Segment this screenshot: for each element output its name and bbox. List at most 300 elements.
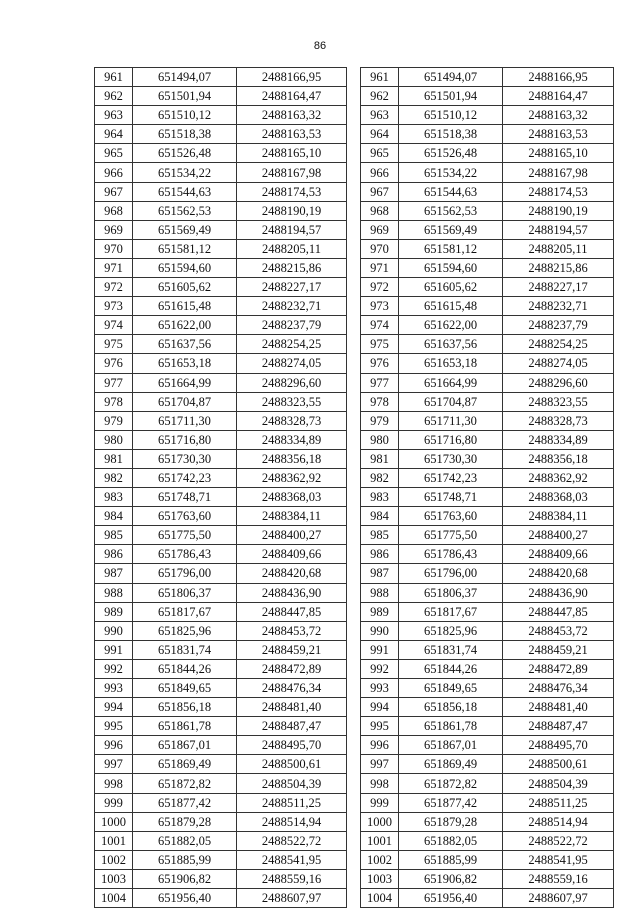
y-coordinate-cell: 2488163,53 [503, 125, 614, 144]
x-coordinate-cell: 651748,71 [133, 488, 237, 507]
table-body-right [361, 68, 614, 908]
point-number-cell: 971 [361, 258, 399, 277]
x-coordinate-cell: 651562,53 [399, 201, 503, 220]
table-row [361, 201, 614, 220]
y-coordinate-cell: 2488504,39 [237, 774, 347, 793]
table-row [95, 87, 347, 106]
point-number-cell: 985 [95, 526, 133, 545]
table-row [95, 449, 347, 468]
y-coordinate-cell: 2488447,85 [503, 602, 614, 621]
point-number-cell: 990 [95, 621, 133, 640]
y-coordinate-cell: 2488384,11 [237, 507, 347, 526]
point-number-cell: 967 [361, 182, 399, 201]
point-number-cell: 993 [95, 679, 133, 698]
point-number-cell: 979 [95, 411, 133, 430]
y-coordinate-cell: 2488274,05 [237, 354, 347, 373]
x-coordinate-cell: 651501,94 [399, 87, 503, 106]
point-number-cell: 975 [95, 335, 133, 354]
x-coordinate-cell: 651844,26 [133, 659, 237, 678]
table-row [361, 335, 614, 354]
y-coordinate-cell: 2488215,86 [237, 258, 347, 277]
point-number-cell: 986 [95, 545, 133, 564]
y-coordinate-cell: 2488164,47 [237, 87, 347, 106]
y-coordinate-cell: 2488362,92 [237, 468, 347, 487]
table-row [361, 278, 614, 297]
y-coordinate-cell: 2488500,61 [503, 755, 614, 774]
table-row [361, 430, 614, 449]
table-row [361, 68, 614, 87]
y-coordinate-cell: 2488487,47 [503, 717, 614, 736]
y-coordinate-cell: 2488409,66 [237, 545, 347, 564]
point-number-cell: 995 [361, 717, 399, 736]
table-row [361, 659, 614, 678]
table-row [95, 698, 347, 717]
x-coordinate-cell: 651885,99 [133, 850, 237, 869]
y-coordinate-cell: 2488166,95 [503, 68, 614, 87]
table-row [361, 679, 614, 698]
point-number-cell: 968 [95, 201, 133, 220]
point-number-cell: 999 [95, 793, 133, 812]
x-coordinate-cell: 651569,49 [133, 220, 237, 239]
x-coordinate-cell: 651879,28 [133, 812, 237, 831]
table-row [361, 297, 614, 316]
table-row [95, 468, 347, 487]
x-coordinate-cell: 651510,12 [133, 106, 237, 125]
x-coordinate-cell: 651704,87 [399, 392, 503, 411]
table-row [95, 125, 347, 144]
y-coordinate-cell: 2488163,32 [503, 106, 614, 125]
point-number-cell: 963 [95, 106, 133, 125]
y-coordinate-cell: 2488227,17 [237, 278, 347, 297]
y-coordinate-cell: 2488190,19 [237, 201, 347, 220]
point-number-cell: 965 [361, 144, 399, 163]
table-body-left [95, 68, 347, 908]
point-number-cell: 989 [95, 602, 133, 621]
table-row [361, 831, 614, 850]
table-row [95, 182, 347, 201]
point-number-cell: 992 [361, 659, 399, 678]
y-coordinate-cell: 2488362,92 [503, 468, 614, 487]
point-number-cell: 966 [95, 163, 133, 182]
table-row [361, 87, 614, 106]
table-row [95, 526, 347, 545]
x-coordinate-cell: 651831,74 [399, 640, 503, 659]
point-number-cell: 976 [361, 354, 399, 373]
x-coordinate-cell: 651882,05 [399, 831, 503, 850]
point-number-cell: 979 [361, 411, 399, 430]
y-coordinate-cell: 2488420,68 [237, 564, 347, 583]
y-coordinate-cell: 2488420,68 [503, 564, 614, 583]
y-coordinate-cell: 2488500,61 [237, 755, 347, 774]
table-row [361, 392, 614, 411]
table-row [95, 717, 347, 736]
table-row [95, 354, 347, 373]
x-coordinate-cell: 651861,78 [399, 717, 503, 736]
point-number-cell: 994 [95, 698, 133, 717]
y-coordinate-cell: 2488205,11 [237, 239, 347, 258]
table-row [95, 335, 347, 354]
y-coordinate-cell: 2488459,21 [237, 640, 347, 659]
table-row [95, 373, 347, 392]
point-number-cell: 987 [95, 564, 133, 583]
x-coordinate-cell: 651534,22 [399, 163, 503, 182]
x-coordinate-cell: 651716,80 [399, 430, 503, 449]
table-row [95, 297, 347, 316]
y-coordinate-cell: 2488459,21 [503, 640, 614, 659]
table-row [95, 602, 347, 621]
point-number-cell: 991 [95, 640, 133, 659]
point-number-cell: 981 [95, 449, 133, 468]
y-coordinate-cell: 2488356,18 [237, 449, 347, 468]
point-number-cell: 967 [95, 182, 133, 201]
table-row [361, 258, 614, 277]
x-coordinate-cell: 651825,96 [399, 621, 503, 640]
y-coordinate-cell: 2488165,10 [503, 144, 614, 163]
x-coordinate-cell: 651869,49 [133, 755, 237, 774]
y-coordinate-cell: 2488522,72 [503, 831, 614, 850]
table-row [361, 125, 614, 144]
point-number-cell: 996 [95, 736, 133, 755]
table-row [361, 106, 614, 125]
point-number-cell: 992 [95, 659, 133, 678]
point-number-cell: 962 [95, 87, 133, 106]
table-row [95, 869, 347, 888]
point-number-cell: 985 [361, 526, 399, 545]
table-row [95, 163, 347, 182]
x-coordinate-cell: 651544,63 [399, 182, 503, 201]
y-coordinate-cell: 2488174,53 [237, 182, 347, 201]
x-coordinate-cell: 651711,30 [133, 411, 237, 430]
table-row [95, 774, 347, 793]
table-row [361, 411, 614, 430]
y-coordinate-cell: 2488511,25 [503, 793, 614, 812]
y-coordinate-cell: 2488368,03 [503, 488, 614, 507]
x-coordinate-cell: 651877,42 [133, 793, 237, 812]
x-coordinate-cell: 651637,56 [399, 335, 503, 354]
table-row [95, 621, 347, 640]
point-number-cell: 996 [361, 736, 399, 755]
point-number-cell: 964 [95, 125, 133, 144]
y-coordinate-cell: 2488607,97 [503, 889, 614, 908]
table-row [95, 755, 347, 774]
table-row [361, 220, 614, 239]
y-coordinate-cell: 2488514,94 [503, 812, 614, 831]
point-number-cell: 994 [361, 698, 399, 717]
point-number-cell: 983 [95, 488, 133, 507]
x-coordinate-cell: 651569,49 [399, 220, 503, 239]
y-coordinate-cell: 2488166,95 [237, 68, 347, 87]
y-coordinate-cell: 2488476,34 [503, 679, 614, 698]
y-coordinate-cell: 2488296,60 [237, 373, 347, 392]
x-coordinate-cell: 651786,43 [399, 545, 503, 564]
point-number-cell: 1000 [361, 812, 399, 831]
table-row [95, 316, 347, 335]
x-coordinate-cell: 651526,48 [399, 144, 503, 163]
x-coordinate-cell: 651730,30 [133, 449, 237, 468]
point-number-cell: 965 [95, 144, 133, 163]
y-coordinate-cell: 2488522,72 [237, 831, 347, 850]
y-coordinate-cell: 2488495,70 [503, 736, 614, 755]
point-number-cell: 997 [361, 755, 399, 774]
x-coordinate-cell: 651867,01 [133, 736, 237, 755]
point-number-cell: 980 [95, 430, 133, 449]
x-coordinate-cell: 651775,50 [399, 526, 503, 545]
point-number-cell: 988 [361, 583, 399, 602]
table-row [361, 488, 614, 507]
table-row [361, 621, 614, 640]
x-coordinate-cell: 651742,23 [399, 468, 503, 487]
x-coordinate-cell: 651594,60 [399, 258, 503, 277]
point-number-cell: 973 [95, 297, 133, 316]
point-number-cell: 973 [361, 297, 399, 316]
x-coordinate-cell: 651763,60 [133, 507, 237, 526]
x-coordinate-cell: 651716,80 [133, 430, 237, 449]
table-row [95, 831, 347, 850]
x-coordinate-cell: 651544,63 [133, 182, 237, 201]
point-number-cell: 961 [95, 68, 133, 87]
table-row [361, 850, 614, 869]
y-coordinate-cell: 2488453,72 [503, 621, 614, 640]
x-coordinate-cell: 651956,40 [399, 889, 503, 908]
point-number-cell: 970 [361, 239, 399, 258]
table-row [361, 698, 614, 717]
point-number-cell: 970 [95, 239, 133, 258]
point-number-cell: 975 [361, 335, 399, 354]
point-number-cell: 1001 [95, 831, 133, 850]
x-coordinate-cell: 651906,82 [133, 869, 237, 888]
x-coordinate-cell: 651786,43 [133, 545, 237, 564]
y-coordinate-cell: 2488559,16 [237, 869, 347, 888]
point-number-cell: 976 [95, 354, 133, 373]
table-row [361, 354, 614, 373]
x-coordinate-cell: 651885,99 [399, 850, 503, 869]
point-number-cell: 982 [361, 468, 399, 487]
point-number-cell: 981 [361, 449, 399, 468]
table-row [95, 545, 347, 564]
x-coordinate-cell: 651704,87 [133, 392, 237, 411]
table-row [361, 717, 614, 736]
y-coordinate-cell: 2488541,95 [237, 850, 347, 869]
y-coordinate-cell: 2488495,70 [237, 736, 347, 755]
table-row [361, 602, 614, 621]
y-coordinate-cell: 2488400,27 [503, 526, 614, 545]
table-row [95, 488, 347, 507]
point-number-cell: 978 [361, 392, 399, 411]
x-coordinate-cell: 651872,82 [133, 774, 237, 793]
table-row [361, 144, 614, 163]
coordinates-table-left [94, 67, 347, 908]
y-coordinate-cell: 2488194,57 [503, 220, 614, 239]
x-coordinate-cell: 651956,40 [133, 889, 237, 908]
point-number-cell: 971 [95, 258, 133, 277]
x-coordinate-cell: 651664,99 [133, 373, 237, 392]
x-coordinate-cell: 651817,67 [133, 602, 237, 621]
x-coordinate-cell: 651849,65 [133, 679, 237, 698]
table-row [361, 640, 614, 659]
point-number-cell: 1002 [361, 850, 399, 869]
x-coordinate-cell: 651526,48 [133, 144, 237, 163]
table-row [95, 430, 347, 449]
x-coordinate-cell: 651518,38 [399, 125, 503, 144]
x-coordinate-cell: 651796,00 [133, 564, 237, 583]
x-coordinate-cell: 651748,71 [399, 488, 503, 507]
point-number-cell: 982 [95, 468, 133, 487]
point-number-cell: 987 [361, 564, 399, 583]
table-row [361, 774, 614, 793]
point-number-cell: 968 [361, 201, 399, 220]
table-row [95, 144, 347, 163]
x-coordinate-cell: 651825,96 [133, 621, 237, 640]
x-coordinate-cell: 651879,28 [399, 812, 503, 831]
y-coordinate-cell: 2488481,40 [237, 698, 347, 717]
page-number: 86 [313, 40, 327, 52]
x-coordinate-cell: 651806,37 [399, 583, 503, 602]
y-coordinate-cell: 2488328,73 [237, 411, 347, 430]
point-number-cell: 962 [361, 87, 399, 106]
table-row [95, 793, 347, 812]
y-coordinate-cell: 2488174,53 [503, 182, 614, 201]
y-coordinate-cell: 2488254,25 [237, 335, 347, 354]
x-coordinate-cell: 651831,74 [133, 640, 237, 659]
table-row [95, 564, 347, 583]
point-number-cell: 1003 [361, 869, 399, 888]
y-coordinate-cell: 2488232,71 [503, 297, 614, 316]
table-row [95, 640, 347, 659]
point-number-cell: 966 [361, 163, 399, 182]
table-row [95, 659, 347, 678]
table-row [361, 812, 614, 831]
x-coordinate-cell: 651869,49 [399, 755, 503, 774]
y-coordinate-cell: 2488400,27 [237, 526, 347, 545]
y-coordinate-cell: 2488356,18 [503, 449, 614, 468]
x-coordinate-cell: 651844,26 [399, 659, 503, 678]
x-coordinate-cell: 651615,48 [133, 297, 237, 316]
table-row [95, 220, 347, 239]
x-coordinate-cell: 651653,18 [399, 354, 503, 373]
table-row [361, 239, 614, 258]
y-coordinate-cell: 2488232,71 [237, 297, 347, 316]
point-number-cell: 983 [361, 488, 399, 507]
table-row [361, 526, 614, 545]
table-row [95, 411, 347, 430]
x-coordinate-cell: 651877,42 [399, 793, 503, 812]
y-coordinate-cell: 2488436,90 [237, 583, 347, 602]
point-number-cell: 1000 [95, 812, 133, 831]
point-number-cell: 991 [361, 640, 399, 659]
point-number-cell: 961 [361, 68, 399, 87]
x-coordinate-cell: 651817,67 [399, 602, 503, 621]
y-coordinate-cell: 2488504,39 [503, 774, 614, 793]
y-coordinate-cell: 2488511,25 [237, 793, 347, 812]
y-coordinate-cell: 2488514,94 [237, 812, 347, 831]
y-coordinate-cell: 2488334,89 [503, 430, 614, 449]
x-coordinate-cell: 651534,22 [133, 163, 237, 182]
point-number-cell: 1004 [361, 889, 399, 908]
x-coordinate-cell: 651622,00 [133, 316, 237, 335]
point-number-cell: 969 [361, 220, 399, 239]
table-row [95, 239, 347, 258]
x-coordinate-cell: 651605,62 [399, 278, 503, 297]
x-coordinate-cell: 651882,05 [133, 831, 237, 850]
table-row [361, 507, 614, 526]
x-coordinate-cell: 651594,60 [133, 258, 237, 277]
y-coordinate-cell: 2488559,16 [503, 869, 614, 888]
x-coordinate-cell: 651867,01 [399, 736, 503, 755]
y-coordinate-cell: 2488447,85 [237, 602, 347, 621]
table-row [95, 679, 347, 698]
y-coordinate-cell: 2488607,97 [237, 889, 347, 908]
y-coordinate-cell: 2488481,40 [503, 698, 614, 717]
x-coordinate-cell: 651615,48 [399, 297, 503, 316]
point-number-cell: 995 [95, 717, 133, 736]
table-row [95, 507, 347, 526]
point-number-cell: 986 [361, 545, 399, 564]
point-number-cell: 997 [95, 755, 133, 774]
point-number-cell: 977 [95, 373, 133, 392]
x-coordinate-cell: 651518,38 [133, 125, 237, 144]
y-coordinate-cell: 2488368,03 [237, 488, 347, 507]
x-coordinate-cell: 651906,82 [399, 869, 503, 888]
point-number-cell: 998 [95, 774, 133, 793]
y-coordinate-cell: 2488323,55 [503, 392, 614, 411]
x-coordinate-cell: 651501,94 [133, 87, 237, 106]
y-coordinate-cell: 2488237,79 [237, 316, 347, 335]
table-row [95, 68, 347, 87]
table-row [361, 449, 614, 468]
y-coordinate-cell: 2488328,73 [503, 411, 614, 430]
table-row [361, 564, 614, 583]
table-row [361, 793, 614, 812]
y-coordinate-cell: 2488237,79 [503, 316, 614, 335]
point-number-cell: 984 [95, 507, 133, 526]
y-coordinate-cell: 2488296,60 [503, 373, 614, 392]
point-number-cell: 988 [95, 583, 133, 602]
y-coordinate-cell: 2488165,10 [237, 144, 347, 163]
table-row [361, 373, 614, 392]
y-coordinate-cell: 2488384,11 [503, 507, 614, 526]
table-row [95, 106, 347, 125]
point-number-cell: 964 [361, 125, 399, 144]
y-coordinate-cell: 2488541,95 [503, 850, 614, 869]
x-coordinate-cell: 651562,53 [133, 201, 237, 220]
y-coordinate-cell: 2488472,89 [503, 659, 614, 678]
x-coordinate-cell: 651775,50 [133, 526, 237, 545]
point-number-cell: 999 [361, 793, 399, 812]
x-coordinate-cell: 651581,12 [399, 239, 503, 258]
point-number-cell: 969 [95, 220, 133, 239]
table-row [361, 869, 614, 888]
y-coordinate-cell: 2488205,11 [503, 239, 614, 258]
point-number-cell: 974 [361, 316, 399, 335]
point-number-cell: 1002 [95, 850, 133, 869]
x-coordinate-cell: 651581,12 [133, 239, 237, 258]
y-coordinate-cell: 2488163,32 [237, 106, 347, 125]
y-coordinate-cell: 2488194,57 [237, 220, 347, 239]
x-coordinate-cell: 651637,56 [133, 335, 237, 354]
point-number-cell: 980 [361, 430, 399, 449]
table-row [95, 201, 347, 220]
y-coordinate-cell: 2488190,19 [503, 201, 614, 220]
point-number-cell: 972 [361, 278, 399, 297]
point-number-cell: 990 [361, 621, 399, 640]
x-coordinate-cell: 651711,30 [399, 411, 503, 430]
x-coordinate-cell: 651730,30 [399, 449, 503, 468]
point-number-cell: 1003 [95, 869, 133, 888]
point-number-cell: 989 [361, 602, 399, 621]
y-coordinate-cell: 2488274,05 [503, 354, 614, 373]
x-coordinate-cell: 651856,18 [133, 698, 237, 717]
point-number-cell: 977 [361, 373, 399, 392]
